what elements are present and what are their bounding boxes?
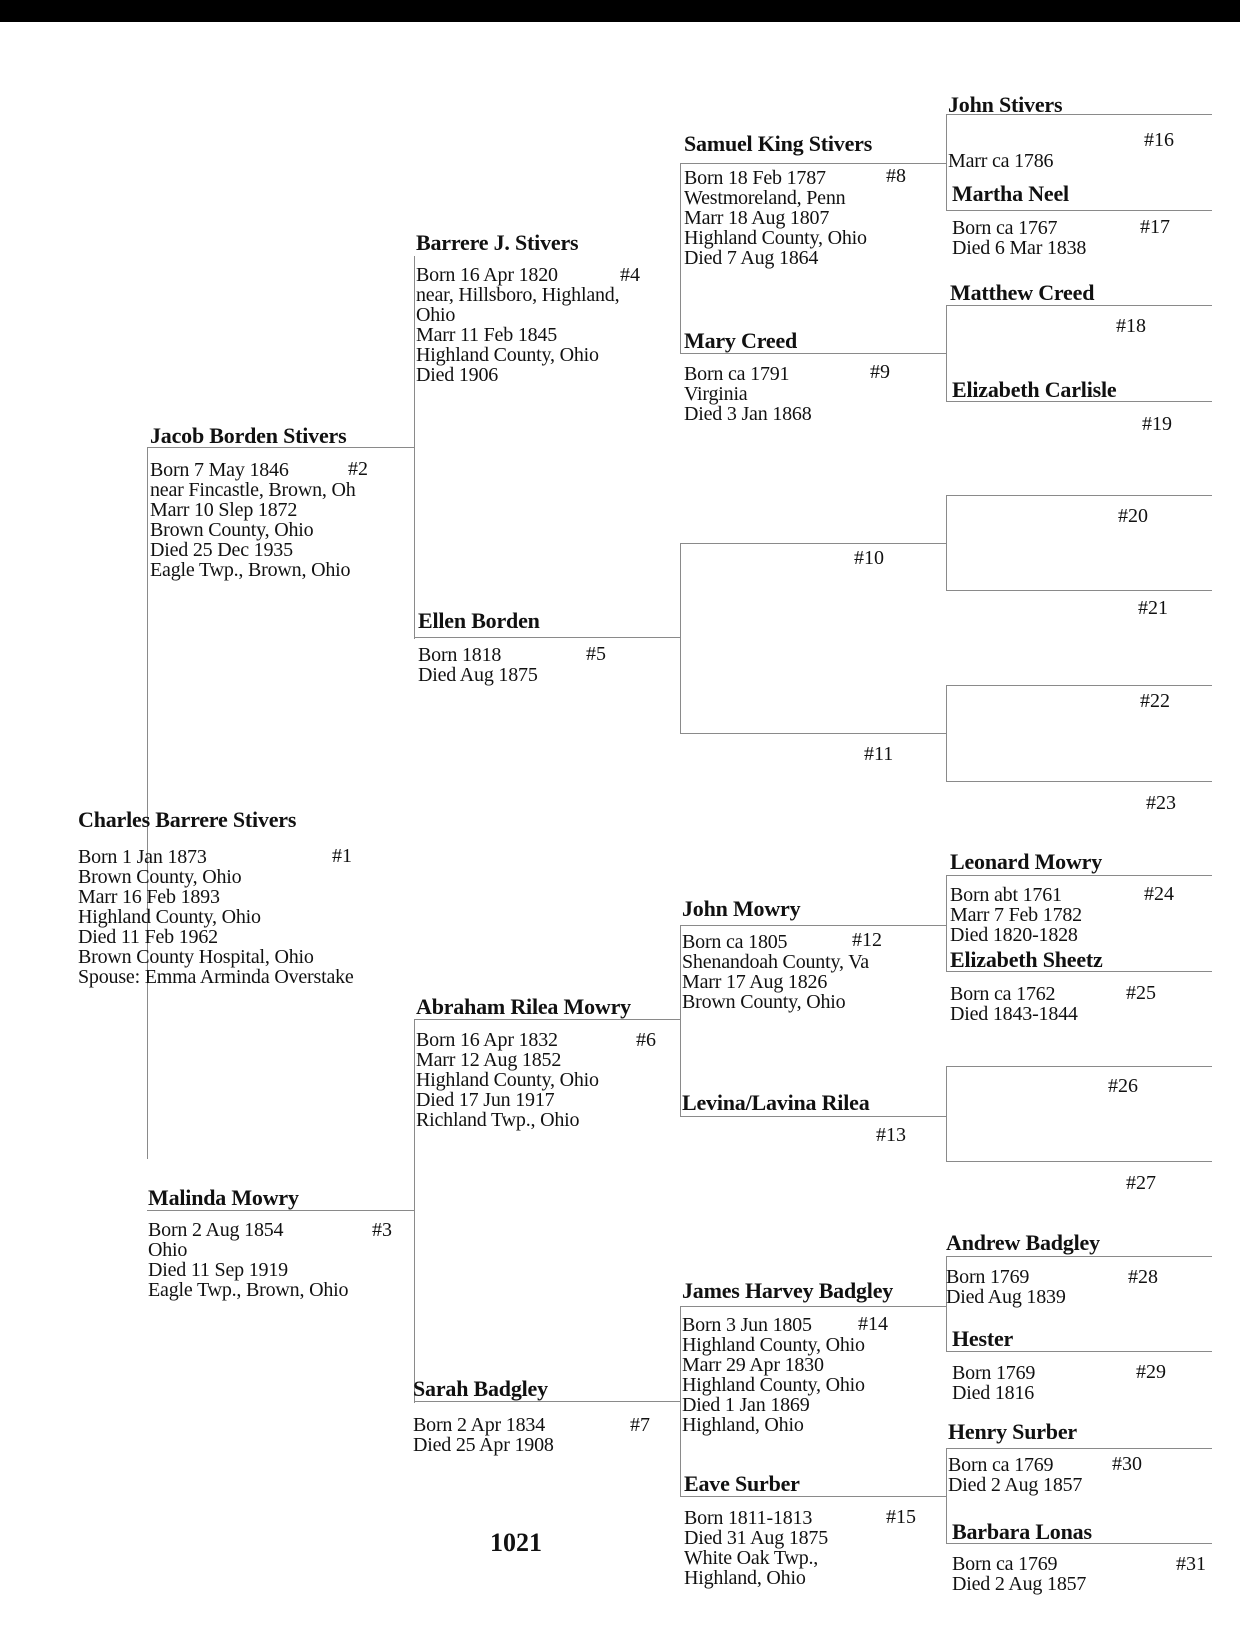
person-9-name: Mary Creed [684, 328, 798, 353]
page-number: 1021 [490, 1528, 542, 1557]
person-2-detail-line: Eagle Twp., Brown, Ohio [150, 559, 351, 581]
connector-line [946, 1066, 1212, 1067]
person-30-detail-line: Born ca 1769 [948, 1454, 1054, 1476]
person-13-name: Levina/Lavina Rilea [682, 1090, 870, 1115]
person-29-detail-line: Born 1769 [952, 1362, 1036, 1384]
person-12-detail-line: Born ca 1805 [682, 931, 788, 953]
connector-line [680, 353, 946, 354]
person-3-detail-line: Ohio [148, 1239, 188, 1261]
person-31-name: Barbara Lonas [952, 1519, 1092, 1544]
person-6-number: #6 [636, 1029, 656, 1051]
person-17-name: Martha Neel [952, 181, 1069, 206]
person-30-detail-line: Died 2 Aug 1857 [948, 1474, 1083, 1496]
person-24-name: Leonard Mowry [950, 849, 1102, 874]
person-24-number: #24 [1144, 883, 1174, 905]
connector-line [414, 1019, 415, 1403]
person-7-detail-line: Born 2 Apr 1834 [413, 1414, 546, 1436]
connector-line [946, 781, 1212, 782]
person-21-number: #21 [1138, 597, 1168, 619]
person-12-detail-line: Brown County, Ohio [682, 991, 846, 1013]
person-6-detail-line: Born 16 Apr 1832 [416, 1029, 558, 1051]
person-9-detail-line: Died 3 Jan 1868 [684, 403, 812, 425]
connector-line [946, 685, 947, 781]
person-4-detail-line: Born 16 Apr 1820 [416, 264, 558, 286]
connector-line [946, 210, 1212, 211]
person-1-number: #1 [332, 845, 352, 867]
connector-line [147, 1210, 414, 1211]
person-24-detail-line: Marr 7 Feb 1782 [950, 904, 1082, 926]
person-28-detail-line: Born 1769 [946, 1266, 1030, 1288]
person-14-detail-line: Marr 29 Apr 1830 [682, 1354, 824, 1376]
person-4-number: #4 [620, 264, 640, 286]
connector-line [414, 256, 415, 639]
person-7-detail-line: Died 25 Apr 1908 [413, 1434, 554, 1456]
connector-line [680, 925, 946, 926]
person-12-number: #12 [852, 929, 882, 951]
person-3-detail-line: Eagle Twp., Brown, Ohio [148, 1279, 349, 1301]
person-6-name: Abraham Rilea Mowry [416, 994, 631, 1019]
connector-line [414, 1019, 681, 1020]
person-31-number: #31 [1176, 1553, 1206, 1575]
connector-line [680, 543, 946, 544]
person-14-number: #14 [858, 1313, 888, 1335]
person-29-detail-line: Died 1816 [952, 1382, 1035, 1404]
person-4-detail-line: Highland County, Ohio [416, 344, 599, 366]
person-31-detail-line: Died 2 Aug 1857 [952, 1573, 1087, 1595]
person-5-number: #5 [586, 643, 606, 665]
person-18-name: Matthew Creed [950, 280, 1095, 305]
connector-line [946, 114, 947, 210]
person-14-detail-line: Highland, Ohio [682, 1414, 804, 1436]
person-1-name: Charles Barrere Stivers [78, 807, 297, 832]
connector-line [946, 875, 947, 971]
connector-line [680, 1496, 946, 1497]
person-1-detail-line: Spouse: Emma Arminda Overstake [78, 966, 354, 988]
person-3-name: Malinda Mowry [148, 1185, 299, 1210]
person-12-detail-line: Marr 17 Aug 1826 [682, 971, 828, 993]
connector-line [680, 163, 946, 164]
person-4-detail-line: Marr 11 Feb 1845 [416, 324, 558, 346]
person-15-number: #15 [886, 1506, 916, 1528]
person-13-number: #13 [876, 1124, 906, 1146]
person-6-detail-line: Richland Twp., Ohio [416, 1109, 580, 1131]
person-14-detail-line: Died 1 Jan 1869 [682, 1394, 810, 1416]
connector-line [946, 590, 1212, 591]
connector-line [680, 925, 681, 1116]
connector-line [680, 1306, 946, 1307]
connector-line [946, 305, 947, 401]
person-25-detail-line: Born ca 1762 [950, 983, 1056, 1005]
connector-line [946, 1256, 1212, 1257]
connector-line [946, 875, 1212, 876]
person-8-detail-line: Highland County, Ohio [684, 227, 867, 249]
person-28-name: Andrew Badgley [946, 1230, 1100, 1255]
person-8-detail-line: Died 7 Aug 1864 [684, 247, 819, 269]
person-14-detail-line: Born 3 Jun 1805 [682, 1314, 812, 1336]
person-1-detail-line: Brown County Hospital, Ohio [78, 946, 314, 968]
person-2-detail-line: Brown County, Ohio [150, 519, 314, 541]
connector-line [680, 1116, 946, 1117]
person-5-detail-line: Born 1818 [418, 644, 502, 666]
person-18-number: #18 [1116, 315, 1146, 337]
connector-line [946, 1161, 1212, 1162]
person-14-detail-line: Highland County, Ohio [682, 1374, 865, 1396]
person-4-detail-line: near, Hillsboro, Highland, [416, 284, 620, 306]
person-17-detail-line: Born ca 1767 [952, 217, 1058, 239]
connector-line [946, 1448, 947, 1543]
person-14-name: James Harvey Badgley [682, 1278, 894, 1303]
person-8-detail-line: Born 18 Feb 1787 [684, 167, 826, 189]
person-3-number: #3 [372, 1219, 392, 1241]
person-19-number: #19 [1142, 413, 1172, 435]
person-15-detail-line: White Oak Twp., [684, 1547, 819, 1569]
connector-line [680, 163, 681, 353]
person-15-detail-line: Died 31 Aug 1875 [684, 1527, 829, 1549]
person-6-detail-line: Marr 12 Aug 1852 [416, 1049, 562, 1071]
person-8-name: Samuel King Stivers [684, 131, 873, 156]
connector-line [946, 495, 947, 590]
person-1-detail-line: Brown County, Ohio [78, 866, 242, 888]
person-29-name: Hester [952, 1326, 1014, 1351]
person-11-number: #11 [864, 743, 894, 765]
connector-line [680, 543, 681, 733]
person-23-number: #23 [1146, 792, 1176, 814]
person-2-name: Jacob Borden Stivers [150, 423, 347, 448]
person-16-number: #16 [1144, 129, 1174, 151]
connector-line [680, 733, 946, 734]
person-4-detail-line: Ohio [416, 304, 456, 326]
person-14-detail-line: Highland County, Ohio [682, 1334, 865, 1356]
connector-line [946, 1448, 1212, 1449]
person-15-detail-line: Highland, Ohio [684, 1567, 806, 1589]
person-5-name: Ellen Borden [418, 608, 540, 633]
person-1-detail-line: Highland County, Ohio [78, 906, 261, 928]
person-6-detail-line: Highland County, Ohio [416, 1069, 599, 1091]
connector-line [946, 1066, 947, 1161]
person-2-detail-line: Born 7 May 1846 [150, 459, 289, 481]
person-16-detail-line: Marr ca 1786 [948, 150, 1054, 172]
person-2-detail-line: near Fincastle, Brown, Oh [150, 479, 356, 501]
person-24-detail-line: Born abt 1761 [950, 884, 1062, 906]
person-28-number: #28 [1128, 1266, 1158, 1288]
connector-line [414, 637, 680, 638]
person-17-number: #17 [1140, 216, 1170, 238]
person-31-detail-line: Born ca 1769 [952, 1553, 1058, 1575]
person-9-detail-line: Virginia [684, 383, 748, 405]
person-2-detail-line: Died 25 Dec 1935 [150, 539, 293, 561]
connector-line [946, 495, 1212, 496]
person-8-detail-line: Westmoreland, Penn [684, 187, 846, 209]
person-7-name: Sarah Badgley [413, 1376, 548, 1401]
person-25-detail-line: Died 1843-1844 [950, 1003, 1078, 1025]
person-9-number: #9 [870, 361, 890, 383]
person-19-name: Elizabeth Carlisle [952, 377, 1117, 402]
connector-line [147, 447, 148, 1159]
person-17-detail-line: Died 6 Mar 1838 [952, 237, 1087, 259]
person-27-number: #27 [1126, 1172, 1156, 1194]
person-8-detail-line: Marr 18 Aug 1807 [684, 207, 830, 229]
person-4-detail-line: Died 1906 [416, 364, 499, 386]
person-16-name: John Stivers [948, 92, 1063, 117]
person-24-detail-line: Died 1820-1828 [950, 924, 1078, 946]
person-9-detail-line: Born ca 1791 [684, 363, 790, 385]
person-15-name: Eave Surber [684, 1471, 800, 1496]
person-12-detail-line: Shenandoah County, Va [682, 951, 869, 973]
person-25-number: #25 [1126, 982, 1156, 1004]
person-7-number: #7 [630, 1414, 650, 1436]
person-2-number: #2 [348, 458, 368, 480]
person-30-name: Henry Surber [948, 1419, 1077, 1444]
person-2-detail-line: Marr 10 Slep 1872 [150, 499, 298, 521]
person-26-number: #26 [1108, 1075, 1138, 1097]
connector-line [946, 685, 1212, 686]
person-22-number: #22 [1140, 690, 1170, 712]
person-5-detail-line: Died Aug 1875 [418, 664, 538, 686]
person-29-number: #29 [1136, 1361, 1166, 1383]
connector-line [680, 1306, 681, 1496]
person-12-name: John Mowry [682, 896, 801, 921]
person-8-number: #8 [886, 165, 906, 187]
person-10-number: #10 [854, 547, 884, 569]
person-1-detail-line: Born 1 Jan 1873 [78, 846, 207, 868]
person-1-detail-line: Marr 16 Feb 1893 [78, 886, 220, 908]
person-15-detail-line: Born 1811-1813 [684, 1507, 813, 1529]
person-3-detail-line: Born 2 Aug 1854 [148, 1219, 284, 1241]
person-4-name: Barrere J. Stivers [416, 230, 579, 255]
person-3-detail-line: Died 11 Sep 1919 [148, 1259, 288, 1281]
person-20-number: #20 [1118, 505, 1148, 527]
connector-line [414, 1401, 681, 1402]
connector-line [946, 305, 1212, 306]
person-25-name: Elizabeth Sheetz [950, 947, 1103, 972]
person-28-detail-line: Died Aug 1839 [946, 1286, 1066, 1308]
person-6-detail-line: Died 17 Jun 1917 [416, 1089, 555, 1111]
person-1-detail-line: Died 11 Feb 1962 [78, 926, 218, 948]
connector-line [946, 1351, 1212, 1352]
person-30-number: #30 [1112, 1453, 1142, 1475]
